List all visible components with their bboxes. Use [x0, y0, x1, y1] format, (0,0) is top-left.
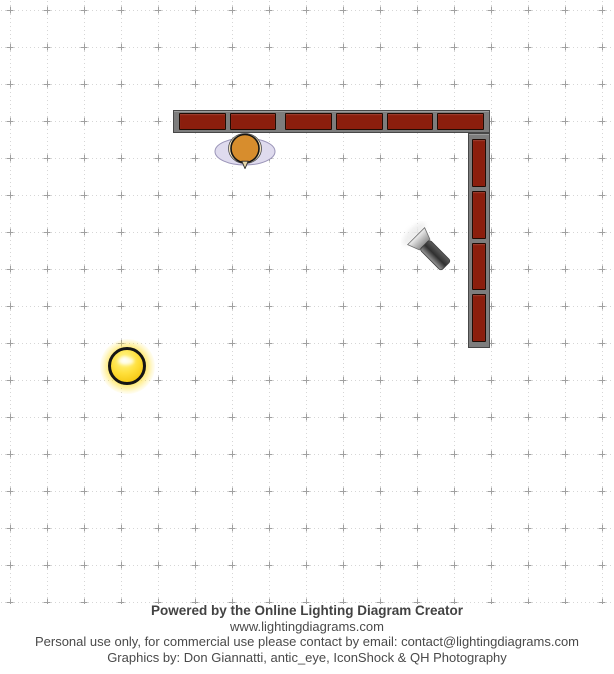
bulb-ring — [108, 347, 146, 385]
brick-wall-vertical[interactable] — [468, 133, 490, 348]
footer-url: www.lightingdiagrams.com — [230, 618, 384, 634]
light-bulb-icon[interactable] — [100, 339, 155, 394]
speedlight-icon[interactable] — [401, 221, 461, 281]
brick — [472, 191, 486, 239]
brick — [336, 113, 383, 130]
footer-graphics-credit: Graphics by: Don Giannatti, antic_eye, IconShock & QH Photography — [107, 649, 507, 665]
brick — [472, 243, 486, 291]
bulb-highlight — [118, 357, 134, 365]
brick — [179, 113, 226, 130]
footer-powered-by: Powered by the Online Lighting Diagram Creator — [150, 603, 464, 618]
brick — [387, 113, 434, 130]
footer-credits — [0, 603, 614, 665]
brick — [472, 294, 486, 342]
person-head — [231, 135, 259, 163]
brick — [285, 113, 332, 130]
brick — [230, 113, 277, 130]
person-icon[interactable] — [213, 130, 277, 176]
brick — [437, 113, 484, 130]
footer-license: Personal use only, for commercial use please contact by email: contact@lightingdiagrams.com — [34, 634, 580, 649]
brick — [472, 139, 486, 187]
